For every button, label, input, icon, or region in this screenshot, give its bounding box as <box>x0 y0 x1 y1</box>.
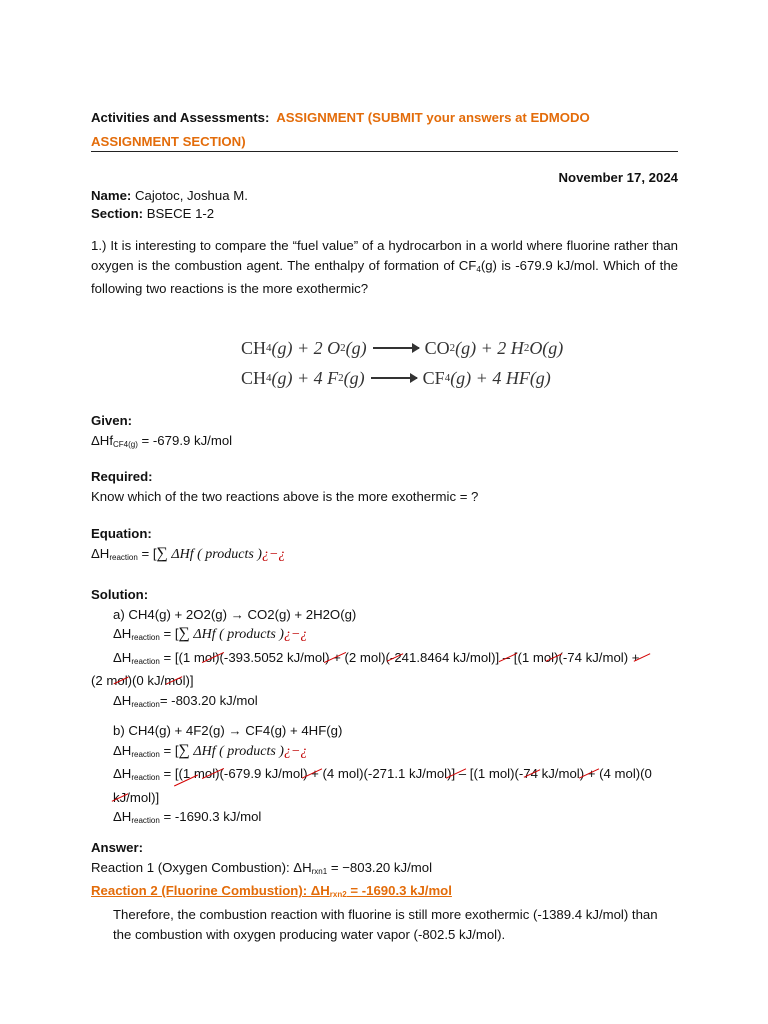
r1-term: CO <box>424 338 450 358</box>
r2-term: CH <box>241 368 267 388</box>
r1-sub: 2 <box>523 342 530 354</box>
r1-term: CH <box>241 338 267 358</box>
dh-symbol: ΔH <box>91 545 110 561</box>
r1-term: (g) <box>345 338 367 358</box>
dh-symbol: ΔH <box>113 692 132 708</box>
dh-symbol: ΔH <box>113 742 132 758</box>
r2-sub: 4 <box>444 372 451 384</box>
result-value: = -1690.3 kJ/mol <box>159 809 262 824</box>
question-part2: (g) is -679.9 kJ/mol. Which of the following two reactions is the more exothermic? <box>91 257 678 296</box>
solution-b-substitution <box>113 764 678 788</box>
name-label: Name: <box>91 188 132 203</box>
solution-a-substitution-cont <box>91 671 678 691</box>
r1-sub: 2 <box>340 342 346 354</box>
r1-term: (g) + 2 O <box>271 338 341 358</box>
sum-symbol: ∑ <box>178 741 190 759</box>
solution-b-reaction: b) CH4(g) + 4F2(g) → CF4(g) + 4HF(g) <box>113 723 343 738</box>
r2-term: CF <box>422 368 445 388</box>
given-prefix: ΔHf <box>91 432 113 448</box>
r1-term: (g) + 2 H <box>455 338 524 358</box>
solution-b-equation <box>113 741 678 765</box>
substitution-line: kJ/mol)] <box>113 789 160 805</box>
substitution-line: = [(1 mol)(-393.5052 kJ/mol) + (2 mol)(-241.8464 kJ/mol)] – [(1 mol)(-74 kJ/mol) + <box>159 649 640 665</box>
eq-tail: ¿−¿ <box>283 743 308 759</box>
answer-r1-text: Reaction 1 (Oxygen Combustion): ΔH <box>91 859 312 875</box>
answer-reaction-2 <box>91 881 678 905</box>
answer-r1-sub: rxn1 <box>311 866 328 876</box>
equation-section <box>91 524 678 567</box>
eq-sign: = [ <box>159 626 179 641</box>
dh-sub: reaction <box>131 656 160 666</box>
solution-a-result <box>113 691 678 715</box>
eq-tail: ¿−¿ <box>261 546 286 562</box>
solution-a <box>91 605 678 715</box>
r1-term: O(g) <box>529 338 564 358</box>
r2-term: (g) + 4 F <box>271 368 339 388</box>
r2-term: (g) <box>343 368 365 388</box>
solution-label: Solution: <box>91 587 149 602</box>
question-text <box>91 236 678 299</box>
given-section <box>91 411 678 454</box>
reaction-equations-image <box>241 333 563 393</box>
answer-reaction-1 <box>91 858 678 882</box>
substitution-line: (2 mol)(0 kJ/mol)] <box>91 673 194 688</box>
question-sub: 4 <box>476 264 481 274</box>
assignment-header <box>91 106 678 154</box>
sum-term: ΔHf ( products ) <box>189 627 284 642</box>
answer-r1-value: = −803.20 kJ/mol <box>327 859 433 875</box>
equation-line <box>91 544 678 568</box>
student-section: BSECE 1-2 <box>146 205 215 221</box>
student-info <box>91 186 678 223</box>
r2-sub: 4 <box>266 372 272 384</box>
r1-sub: 4 <box>266 342 272 354</box>
r1-sub: 2 <box>449 342 456 354</box>
assignment-title-line1: ASSIGNMENT (SUBMIT your answers at EDMODO <box>276 110 590 125</box>
answer-r2-value: = -1690.3 kJ/mol <box>346 883 452 898</box>
dh-symbol: ΔH <box>113 809 132 824</box>
answer-label: Answer: <box>91 840 144 855</box>
section-label: Section: <box>91 205 144 221</box>
solution-a-substitution <box>113 648 678 672</box>
solution-b-substitution-cont <box>113 788 678 808</box>
solution-section <box>91 585 678 714</box>
reaction-arrow <box>373 347 419 349</box>
dh-symbol: ΔH <box>113 649 132 665</box>
solution-a-reaction: a) CH4(g) + 2O2(g) → CO2(g) + 2H2O(g) <box>113 606 357 622</box>
dh-symbol: ΔH <box>113 626 132 641</box>
required-text: Know which of the two reactions above is the more exothermic = ? <box>91 488 479 504</box>
dh-symbol: ΔH <box>113 766 132 781</box>
reaction-1 <box>241 333 563 363</box>
result-value: = -803.20 kJ/mol <box>159 692 258 708</box>
header-divider <box>91 151 678 152</box>
r2-term: (g) + 4 HF(g) <box>450 368 551 388</box>
dh-sub: reaction <box>131 749 160 759</box>
given-label: Given: <box>91 413 133 428</box>
substitution-line: = [(1 mol)(-679.9 kJ/mol) + (4 mol)(-271.1 kJ/mol)] – [(1 mol)(-74 kJ/mol) + (4 mol)(0 <box>159 766 652 781</box>
document-date: November 17, 2024 <box>558 170 678 185</box>
r2-sub: 2 <box>338 372 344 384</box>
eq-sign: = [ <box>137 545 157 561</box>
solution-b <box>91 721 678 831</box>
required-section <box>91 467 678 506</box>
sum-symbol: ∑ <box>178 625 190 642</box>
student-name: Cajotoc, Joshua M. <box>134 188 248 203</box>
sum-symbol: ∑ <box>156 544 168 562</box>
reaction-2 <box>241 363 563 393</box>
dh-sub: reaction <box>109 552 138 562</box>
dh-sub: reaction <box>131 633 160 642</box>
question-part1: 1.) It is interesting to compare the “fuel value” of a hydrocarbon in a world where fluorine rather than oxygen is the combustion agent. The enthalpy of formation of CF <box>91 238 678 273</box>
given-value: = -679.9 kJ/mol <box>137 432 233 448</box>
sum-term: ΔHf ( products ) <box>167 546 262 562</box>
reaction-arrow <box>371 377 417 379</box>
answer-r2-sub: rxn2 <box>329 890 347 899</box>
given-sub: CF4(g) <box>113 439 138 449</box>
required-label: Required: <box>91 469 153 484</box>
eq-sign: = [ <box>159 742 179 758</box>
assignment-title-line2: ASSIGNMENT SECTION) <box>91 134 246 149</box>
solution-a-equation <box>113 624 678 648</box>
activities-label: Activities and Assessments: <box>91 110 270 125</box>
answer-section <box>91 838 678 945</box>
equation-label: Equation: <box>91 526 152 541</box>
dh-sub: reaction <box>131 816 160 825</box>
dh-sub: reaction <box>131 773 160 782</box>
dh-sub: reaction <box>131 699 160 709</box>
eq-tail: ¿−¿ <box>283 627 308 642</box>
sum-term: ΔHf ( products ) <box>189 743 284 759</box>
solution-b-result <box>113 807 678 831</box>
answer-conclusion: Therefore, the combustion reaction with fluorine is still more exothermic (-1389.4 kJ/mol) than the combustion with oxygen producing water vapor (-802.5 kJ/mol). <box>113 906 658 942</box>
answer-r2-text: Reaction 2 (Fluorine Combustion): ΔH <box>91 883 330 898</box>
